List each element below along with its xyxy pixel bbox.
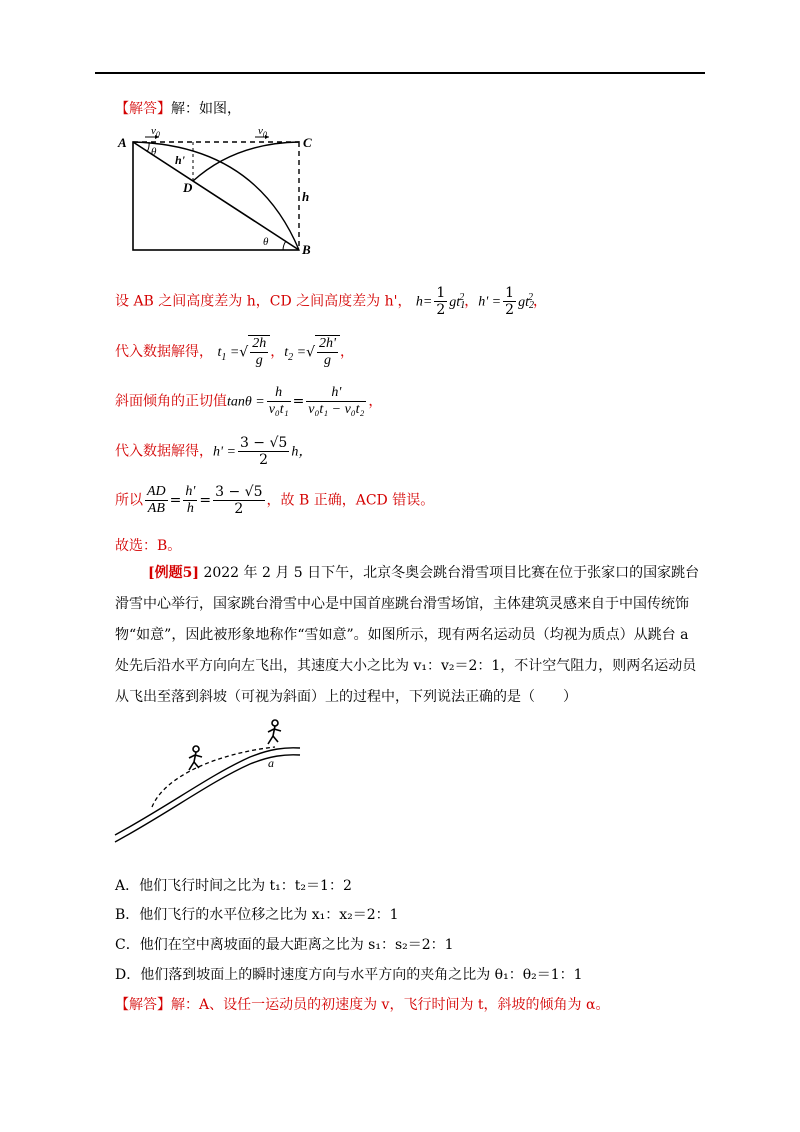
- example-tag: [例题5]: [148, 565, 199, 581]
- answer-heading: [115, 98, 241, 118]
- option-a: A．他们飞行时间之比为 t₁：t₂＝1：2: [115, 878, 352, 894]
- label-h: h: [302, 189, 310, 204]
- answer-2-tag: 【解答】: [115, 997, 171, 1013]
- incline-ab: [133, 142, 299, 250]
- skier-2-icon: [255, 717, 295, 752]
- solution-line-5: 所以 $\frac{AD}{AB}$ = $\frac{h'}{h}$ = $\frac{3 - √5}{2}$ ，故 B 正确，ACD 错误。: [115, 484, 435, 517]
- example-paragraph: [115, 558, 705, 713]
- example-body: 2022 年 2 月 5 日下午，北京冬奥会跳台滑雪项目比赛在位于张家口的国家跳台滑雪中心举行，国家跳台滑雪中心是中国首座跳台滑雪场馆，主体建筑灵感来自于中国传统饰物“如意”，因此被形象地称作“雪如意”。如图所示，现有两名运动员（均视为质点）从跳台 a 处先后沿水平方向向左飞出，其速度大小之比为 v₁：v₂＝2：1，不计空气阻力，则两名运动员从飞出至落到斜坡（可视为斜面）上的过程中，下列说法正确的是（ ）: [115, 565, 700, 705]
- ski-slope-diagram: [110, 735, 310, 850]
- solution-line-1: 设 AB 之间高度差为 h，CD 之间高度差为 h'， h= $\frac{1}{2}$ $gt_1^2$，h' = $\frac{1}{2}$ $gt_2^2$，: [115, 285, 547, 318]
- header-rule: [95, 72, 705, 74]
- answer-intro: 解：如图，: [171, 101, 241, 117]
- solution-line-4: 代入数据解得，h' = $\frac{3 - √5}{2}$ h，: [115, 435, 313, 468]
- solution-line-3: 斜面倾角的正切值tanθ = $\frac{h}{\text{v₀t₁}}$ = $\frac{h'}{\text{v₀t₁ − v₀t₂}}$ ，: [115, 385, 383, 417]
- label-a: A: [118, 135, 127, 150]
- label-v0-left: $v_0$: [151, 125, 160, 139]
- answer-2-text: 解：A、设任一运动员的初速度为 v，飞行时间为 t，斜坡的倾角为 α。: [171, 997, 610, 1013]
- label-a-point: a: [268, 756, 274, 770]
- label-theta-b: θ: [263, 236, 269, 248]
- option-d: D．他们落到坡面上的瞬时速度方向与水平方向的夹角之比为 θ₁：θ₂＝1：1: [115, 967, 583, 983]
- answer-2: [115, 994, 609, 1014]
- label-b: B: [302, 242, 311, 257]
- answer-tag: 【解答】: [115, 101, 171, 117]
- label-d: D: [183, 180, 193, 195]
- solution-line-2: 代入数据解得， $t_1$ =√ $\frac{2h}{g}$ ，$t_2$ =√ $\frac{2h'}{g}$ ，: [115, 336, 354, 368]
- label-hprime: h': [175, 153, 186, 167]
- option-b: B．他们飞行的水平位移之比为 x₁：x₂＝2：1: [115, 907, 399, 923]
- label-theta-a: θ: [151, 146, 157, 158]
- trajectory-cd: [193, 142, 299, 181]
- label-c: C: [303, 135, 312, 150]
- label-v0-right: $v_0$: [258, 125, 267, 139]
- projectile-diagram: [115, 125, 325, 257]
- solution-choice: 故选：B。: [115, 538, 182, 554]
- option-c: C．他们在空中离坡面的最大距离之比为 s₁：s₂＝2：1: [115, 937, 454, 953]
